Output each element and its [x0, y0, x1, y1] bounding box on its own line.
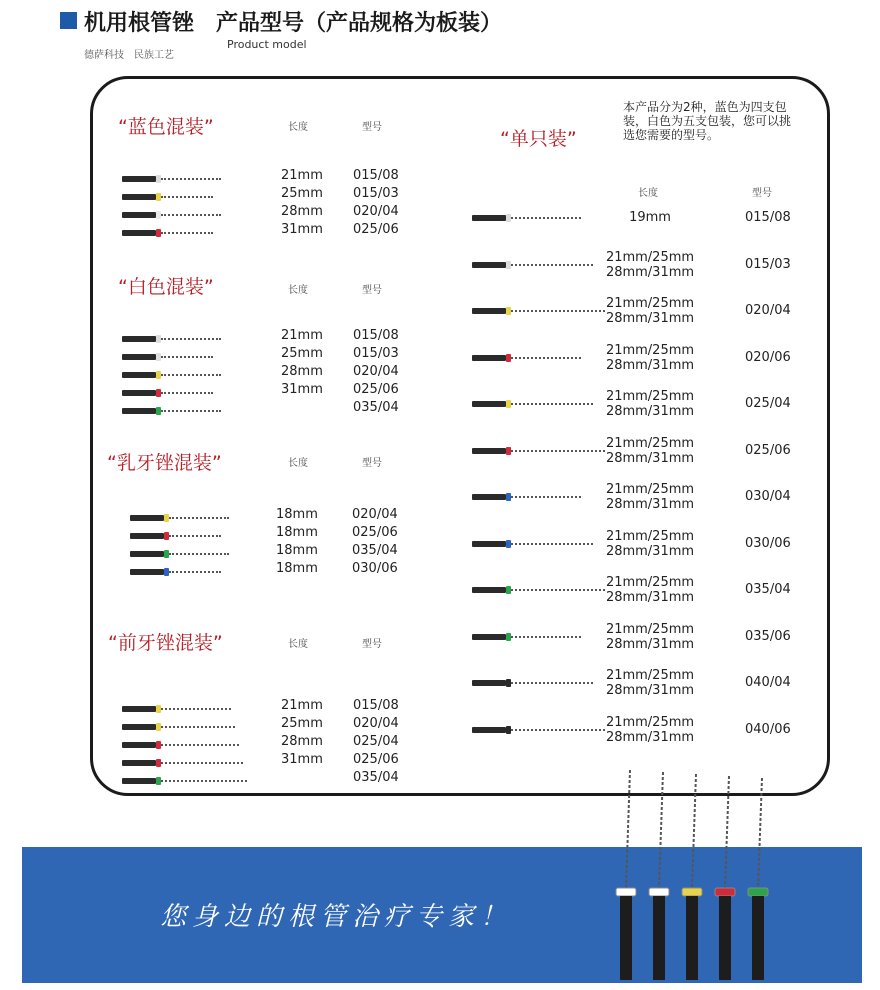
model-value: 015/08 [353, 168, 399, 183]
endo-file-icon [122, 408, 221, 414]
file-handle [472, 262, 506, 268]
file-blade [511, 682, 593, 684]
file-blade [511, 450, 605, 452]
file-handle [472, 727, 506, 733]
file-handle [130, 551, 164, 557]
file-handle [130, 533, 164, 539]
single-model-value: 040/04 [745, 675, 791, 690]
file-blade [511, 729, 605, 731]
endo-file-icon [130, 533, 221, 539]
endo-file-icon [122, 194, 213, 200]
single-model-value: 030/06 [745, 535, 791, 551]
single-model-value: 020/04 [745, 303, 791, 318]
endo-file-icon [122, 706, 231, 712]
single-length-value: 21mm/25mm 28mm/31mm [605, 528, 695, 559]
endo-file-icon [122, 212, 221, 218]
file-handle [122, 706, 156, 712]
page-subtitle-en: Product model [227, 38, 307, 51]
file-blade [161, 392, 213, 394]
model-header: 型号 [362, 285, 382, 296]
file-blade [511, 310, 605, 312]
file-blade [511, 589, 605, 591]
file-handle [472, 401, 506, 407]
file-blade [511, 357, 581, 359]
length-header: 长度 [288, 122, 308, 133]
endo-file-icon [122, 760, 243, 766]
group-title: “蓝色混装” [118, 116, 214, 138]
single-length-header: 长度 [638, 188, 658, 199]
endo-file-icon [122, 724, 235, 730]
file-blade [511, 264, 593, 266]
single-model-value: 015/03 [745, 256, 791, 272]
model-value: 025/06 [353, 382, 399, 397]
single-length-value: 21mm/25mm 28mm/31mm [605, 342, 695, 373]
model-value: 020/04 [352, 507, 398, 522]
header-square-icon [60, 12, 77, 29]
file-handle [472, 308, 506, 314]
endo-file-icon [472, 448, 605, 454]
endo-file-icon [122, 372, 221, 378]
length-header: 长度 [288, 639, 308, 650]
model-value: 020/04 [353, 716, 399, 731]
length-value: 18mm [276, 525, 318, 540]
single-length-value: 21mm/25mm 28mm/31mm [605, 575, 695, 605]
length-value: 25mm [281, 346, 323, 361]
length-value: 31mm [281, 222, 323, 237]
file-handle [122, 760, 156, 766]
hero-file-icon [616, 770, 636, 980]
file-blade [511, 636, 581, 638]
model-value: 015/08 [353, 328, 399, 343]
file-handle [122, 778, 156, 784]
endo-file-icon [122, 230, 213, 236]
file-handle [472, 494, 506, 500]
length-value: 18mm [276, 543, 318, 558]
endo-file-icon [472, 494, 581, 500]
file-handle [122, 176, 156, 182]
endo-file-icon [472, 541, 593, 547]
hero-file-icon [682, 774, 702, 980]
endo-file-icon [122, 176, 221, 182]
single-length-value: 21mm/25mm 28mm/31mm [605, 249, 695, 280]
file-blade [169, 517, 229, 519]
file-handle [122, 336, 156, 342]
file-blade [169, 553, 229, 555]
file-blade [511, 543, 593, 545]
company-tagline: 德萨科技 民族工艺 [84, 50, 174, 61]
file-blade [511, 403, 593, 405]
length-header: 长度 [288, 458, 308, 469]
file-blade [511, 217, 581, 219]
single-model-value: 020/06 [745, 349, 791, 365]
file-blade [169, 535, 221, 537]
file-handle [472, 541, 506, 547]
model-value: 015/03 [353, 346, 399, 361]
length-value: 21mm [281, 698, 323, 713]
model-value: 025/06 [353, 222, 399, 237]
file-blade [161, 708, 231, 710]
file-blade [511, 496, 581, 498]
model-value: 025/06 [352, 525, 398, 540]
file-handle [472, 634, 506, 640]
single-model-value: 025/04 [745, 396, 791, 411]
model-value: 035/04 [353, 770, 399, 785]
length-value: 28mm [281, 734, 323, 749]
file-handle [472, 215, 506, 221]
single-pack-title: “单只装” [500, 128, 577, 150]
file-blade [161, 196, 213, 198]
file-blade [161, 178, 221, 180]
file-blade [161, 232, 213, 234]
single-length-value: 21mm/25mm 28mm/31mm [605, 714, 695, 745]
file-blade [161, 410, 221, 412]
single-length-value: 21mm/25mm 28mm/31mm [605, 389, 695, 419]
length-value: 18mm [276, 507, 318, 522]
endo-file-icon [472, 355, 581, 361]
endo-file-icon [130, 569, 221, 575]
hero-file-icon [748, 778, 768, 980]
single-length-value: 21mm/25mm 28mm/31mm [605, 435, 695, 466]
pack-note: 本产品分为2种，蓝色为四支包装，白色为五支包装，您可以挑选您需要的型号。 [623, 100, 792, 142]
single-length-value: 21mm/25mm 28mm/31mm [605, 482, 695, 512]
file-blade [169, 571, 221, 573]
model-header: 型号 [362, 122, 382, 133]
product-panel [90, 76, 830, 796]
length-value: 21mm [281, 328, 323, 343]
single-model-value: 015/08 [745, 210, 791, 225]
model-value: 035/04 [353, 400, 399, 415]
endo-file-icon [122, 390, 213, 396]
endo-file-icon [472, 727, 605, 733]
single-model-value: 035/06 [745, 628, 791, 644]
file-handle [122, 742, 156, 748]
page-title: 机用根管锉 产品型号（产品规格为板装） [84, 11, 503, 36]
slogan-text: 您身边的根管治疗专家！ [160, 902, 513, 932]
single-model-value: 030/04 [745, 489, 791, 504]
file-handle [122, 408, 156, 414]
single-length-value: 21mm/25mm 28mm/31mm [605, 296, 695, 326]
endo-file-icon [472, 215, 581, 221]
hero-file-icon [715, 776, 735, 980]
file-handle [130, 515, 164, 521]
group-title: “乳牙锉混装” [107, 452, 222, 474]
model-value: 025/06 [353, 752, 399, 767]
single-length-value: 21mm/25mm 28mm/31mm [605, 621, 695, 652]
endo-file-icon [122, 778, 247, 784]
file-handle [130, 569, 164, 575]
file-handle [122, 194, 156, 200]
endo-file-icon [130, 551, 229, 557]
endo-file-icon [122, 742, 239, 748]
file-handle [472, 448, 506, 454]
group-title: “前牙锉混装” [108, 632, 223, 654]
length-value: 25mm [281, 186, 323, 201]
length-value: 28mm [281, 204, 323, 219]
single-length-value: 19mm [629, 210, 671, 225]
file-handle [122, 724, 156, 730]
single-model-value: 040/06 [745, 721, 791, 737]
endo-file-icon [122, 336, 221, 342]
model-value: 020/04 [353, 204, 399, 219]
model-header: 型号 [362, 458, 382, 469]
file-handle [472, 355, 506, 361]
model-value: 015/03 [353, 186, 399, 201]
file-blade [161, 356, 213, 358]
single-model-value: 035/04 [745, 582, 791, 597]
endo-file-icon [472, 401, 593, 407]
file-blade [161, 780, 247, 782]
model-value: 030/06 [352, 561, 398, 576]
endo-file-icon [472, 634, 581, 640]
file-blade [161, 744, 239, 746]
model-header: 型号 [362, 639, 382, 650]
endo-file-icon [472, 680, 593, 686]
single-model-header: 型号 [752, 188, 772, 199]
endo-files-image [600, 770, 770, 985]
model-value: 025/04 [353, 734, 399, 749]
endo-file-icon [130, 515, 229, 521]
model-value: 015/08 [353, 698, 399, 713]
model-value: 035/04 [352, 543, 398, 558]
endo-file-icon [122, 354, 213, 360]
endo-file-icon [472, 587, 605, 593]
length-value: 31mm [281, 382, 323, 397]
model-value: 020/04 [353, 364, 399, 379]
length-header: 长度 [288, 285, 308, 296]
length-value: 18mm [276, 561, 318, 576]
endo-file-icon [472, 308, 605, 314]
single-model-value: 025/06 [745, 442, 791, 458]
file-handle [122, 372, 156, 378]
file-blade [161, 338, 221, 340]
group-title: “白色混装” [118, 276, 214, 298]
file-handle [472, 680, 506, 686]
file-handle [122, 212, 156, 218]
file-blade [161, 726, 235, 728]
hero-file-icon [649, 772, 669, 980]
length-value: 28mm [281, 364, 323, 379]
length-value: 21mm [281, 168, 323, 183]
file-blade [161, 374, 221, 376]
file-blade [161, 214, 221, 216]
length-value: 31mm [281, 752, 323, 767]
file-handle [122, 390, 156, 396]
file-handle [122, 354, 156, 360]
single-length-value: 21mm/25mm 28mm/31mm [605, 668, 695, 698]
file-handle [122, 230, 156, 236]
file-blade [161, 762, 243, 764]
length-value: 25mm [281, 716, 323, 731]
endo-file-icon [472, 262, 593, 268]
file-handle [472, 587, 506, 593]
